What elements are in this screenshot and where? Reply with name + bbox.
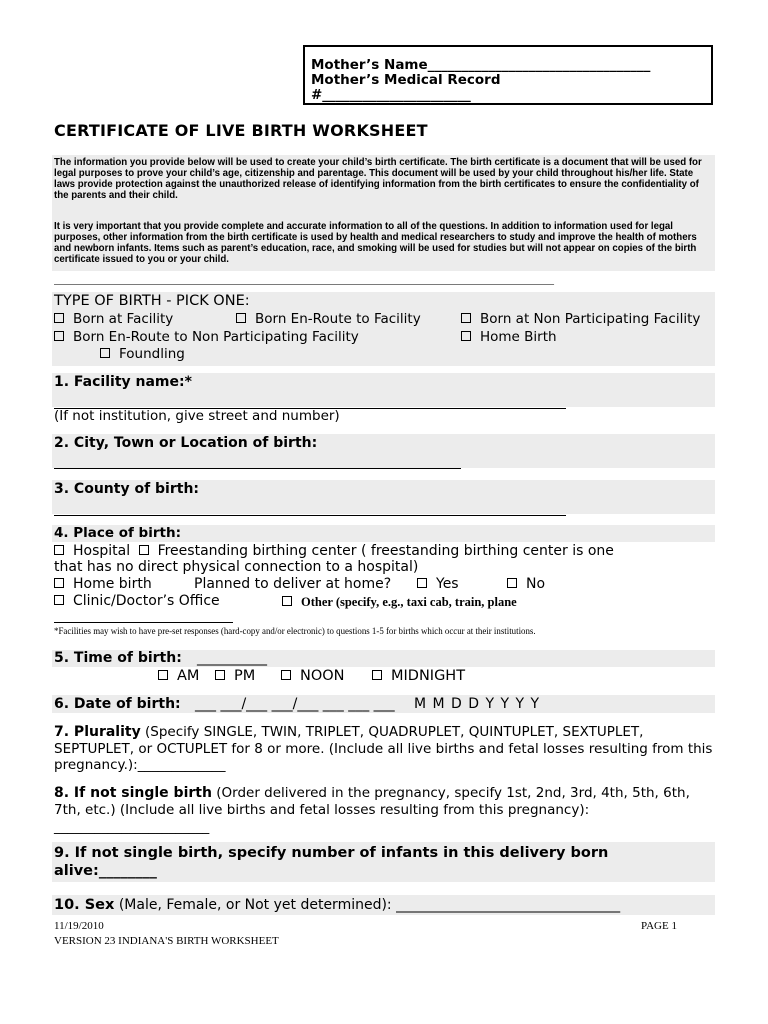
footer-version: VERSION 23 INDIANA'S BIRTH WORKSHEET xyxy=(54,935,279,947)
checkbox-icon[interactable] xyxy=(281,670,291,680)
option-home-birth[interactable]: Home Birth xyxy=(461,329,557,346)
option-no[interactable]: No xyxy=(507,576,545,593)
option-born-at-facility[interactable]: Born at Facility xyxy=(54,311,173,328)
birth-order-question: 8. If not single birth (Order delivered in the pregnancy, specify 1st, 2nd, 3rd, 4th, 5th, 6th, 7th, etc.) (Include all live births and fetal losses resulting from this pregnancy): xyxy=(54,785,690,818)
option-home-birth-place[interactable]: Home birth xyxy=(54,576,152,593)
option-freestanding: Freestanding birthing center ( freestanding birthing center is one xyxy=(157,543,614,559)
option-other[interactable]: Other (specify, e.g., taxi cab, train, plane xyxy=(282,594,517,610)
option-midnight[interactable]: MIDNIGHT xyxy=(372,668,465,685)
checkbox-icon[interactable] xyxy=(54,578,64,588)
checkbox-icon[interactable] xyxy=(461,313,471,323)
infants-alive-question: 9. If not single birth, specify number of infants in this delivery born alive:________ xyxy=(54,845,609,879)
checkbox-icon[interactable] xyxy=(54,313,64,323)
date-of-birth-field[interactable]: ___ ___/___ ___/___ ___ ___ ___ xyxy=(195,696,395,712)
planned-home-question: Planned to deliver at home? xyxy=(194,576,392,592)
separator-line: ____________________________________________________________________________________________________ xyxy=(54,275,554,286)
q4-line-1 xyxy=(54,543,614,560)
checkbox-icon[interactable] xyxy=(417,578,427,588)
facility-name-note: (If not institution, give street and number) xyxy=(54,408,340,424)
option-pm[interactable]: PM xyxy=(215,668,255,685)
checkbox-icon[interactable] xyxy=(461,331,471,341)
checkbox-icon[interactable] xyxy=(54,331,64,341)
option-clinic[interactable]: Clinic/Doctor’s Office xyxy=(54,593,220,610)
other-specify-field[interactable] xyxy=(54,622,233,623)
checkbox-icon[interactable] xyxy=(372,670,382,680)
option-en-route-non-participating[interactable]: Born En-Route to Non Participating Facility xyxy=(54,329,359,346)
plurality-field[interactable]: _____________ xyxy=(137,757,226,773)
sex-field[interactable]: ________________________________ xyxy=(396,897,621,913)
checkbox-icon[interactable] xyxy=(100,348,110,358)
checkbox-icon[interactable] xyxy=(507,578,517,588)
birth-location-label: 2. City, Town or Location of birth: xyxy=(54,435,318,451)
option-yes[interactable]: Yes xyxy=(417,576,459,593)
option-non-participating-facility[interactable]: Born at Non Participating Facility xyxy=(461,311,700,328)
checkbox-icon[interactable] xyxy=(54,595,64,605)
checkbox-icon[interactable] xyxy=(54,545,64,555)
option-foundling[interactable]: Foundling xyxy=(100,346,185,363)
mother-info-box xyxy=(303,45,713,105)
time-of-birth-label: 5. Time of birth: xyxy=(54,650,182,666)
sex-question: 10. Sex (Male, Female, or Not yet determined): ________________________________ xyxy=(54,897,621,913)
birth-location-field[interactable] xyxy=(54,468,461,469)
county-label: 3. County of birth: xyxy=(54,481,200,497)
checkbox-icon[interactable] xyxy=(139,545,149,555)
facilities-footnote: *Facilities may wish to have pre-set responses (hard-copy and/or electronic) to questions 1-5 for births which occur at their institutions. xyxy=(54,626,536,636)
mother-record-field[interactable]: #______________________ xyxy=(311,87,471,103)
county-field[interactable] xyxy=(54,515,566,516)
place-of-birth-label: 4. Place of birth: xyxy=(54,525,181,541)
option-hospital[interactable]: Hospital xyxy=(54,543,130,559)
checkbox-icon[interactable] xyxy=(236,313,246,323)
intro-paragraph-2: It is very important that you provide complete and accurate information to all of the questions. In addition to information used for legal purposes, other information from the birth certificate is used by health and medical researchers to study and improve the health of mothers and newborn infants. Items such as parent’s education, race, and smoking will be used for studies but will not appear on copies of the birth certificate issued to you or your child. xyxy=(54,221,697,266)
checkbox-icon[interactable] xyxy=(215,670,225,680)
option-noon[interactable]: NOON xyxy=(281,668,345,685)
date-format-hint: M M D D Y Y Y Y xyxy=(414,696,541,712)
mother-record-label: Mother’s Medical Record xyxy=(311,72,501,88)
page-title: CERTIFICATE OF LIVE BIRTH WORKSHEET xyxy=(54,121,428,140)
time-of-birth-field[interactable]: __________ xyxy=(197,650,267,666)
date-of-birth-label: 6. Date of birth: xyxy=(54,696,181,712)
option-born-en-route[interactable]: Born En-Route to Facility xyxy=(236,311,421,328)
type-of-birth-heading: TYPE OF BIRTH - PICK ONE: xyxy=(54,293,250,309)
footer-date: 11/19/2010 xyxy=(54,920,104,932)
checkbox-icon[interactable] xyxy=(158,670,168,680)
plurality-question: 7. Plurality (Specify SINGLE, TWIN, TRIPLET, QUADRUPLET, QUINTUPLET, SEXTUPLET, SEPTUPLET, or OCTUPLET for 8 or more. (Include all live births and fetal losses resulting from this pregnancy.):_____________ xyxy=(54,724,713,773)
option-am[interactable]: AM xyxy=(158,668,199,685)
infants-alive-field[interactable]: ________ xyxy=(98,863,157,879)
checkbox-icon[interactable] xyxy=(282,596,292,606)
mother-name-field[interactable]: Mother’s Name_________________________________ xyxy=(311,57,651,73)
facility-name-label: 1. Facility name:* xyxy=(54,374,192,390)
intro-paragraph-1: The information you provide below will be used to create your child’s birth certificate. The birth certificate is a document that will be used for legal purposes to prove your child’s age, citizenship and parentage. This document will be used by your child throughout his/her life. State laws provide protection against the unauthorized release of identifying information from the birth certificates to ensure the confidentiality of the parents and their child. xyxy=(54,157,702,202)
birth-order-field[interactable]: _______________________ xyxy=(54,819,210,835)
footer-page-number: PAGE 1 xyxy=(641,920,677,932)
freestanding-continued: that has no direct physical connection to a hospital) xyxy=(54,559,419,575)
